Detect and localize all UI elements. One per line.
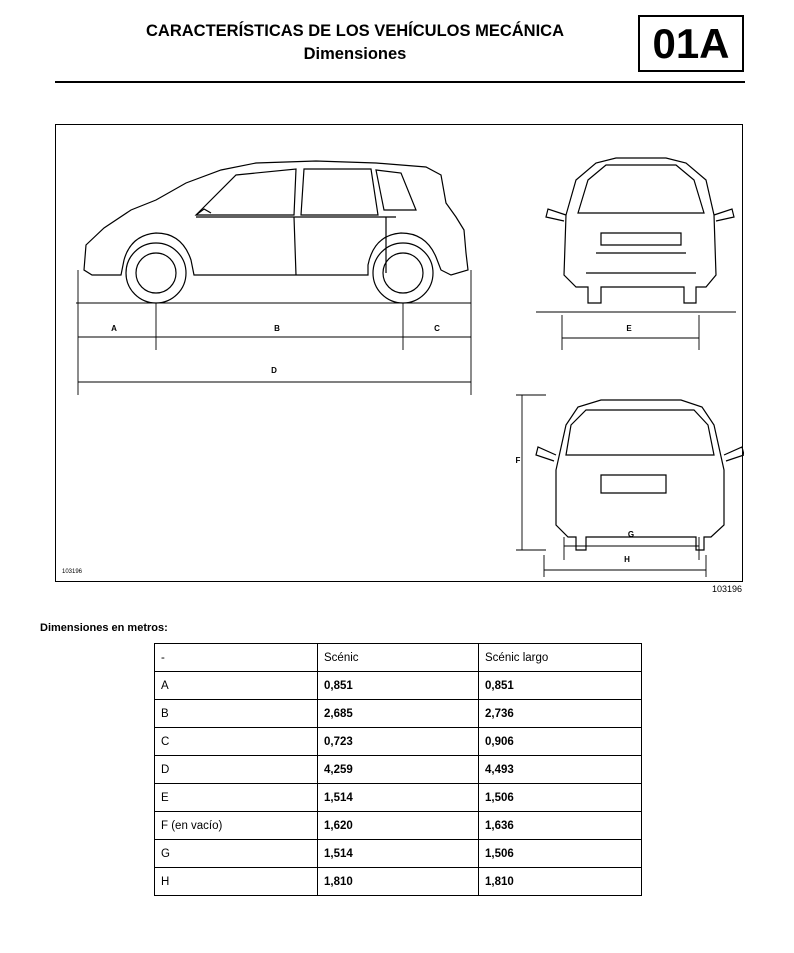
vehicle-drawing — [56, 125, 744, 583]
row-label: F (en vacío) — [155, 812, 318, 840]
row-label: D — [155, 756, 318, 784]
header-cell-scenic-largo: Scénic largo — [479, 644, 642, 672]
title-line-2: Dimensiones — [303, 45, 407, 63]
section-code-badge: 01A — [638, 15, 744, 72]
scenic-value: 0,851 — [318, 672, 479, 700]
figure-reference-inner: 103196 — [62, 569, 83, 575]
table-row — [155, 784, 642, 812]
table-row — [155, 728, 642, 756]
dim-label-D: D — [271, 366, 277, 375]
scenic-value: 1,514 — [318, 840, 479, 868]
table-row — [155, 840, 642, 868]
side-view-body — [84, 161, 468, 275]
scenic-value: 4,259 — [318, 756, 479, 784]
row-label: C — [155, 728, 318, 756]
dimensions-figure — [55, 124, 743, 582]
front-view-mirrors — [546, 209, 734, 221]
table-row — [155, 756, 642, 784]
table-row — [155, 868, 642, 896]
rear-view-window — [566, 410, 714, 455]
scenic-value: 1,810 — [318, 868, 479, 896]
scenic-largo-value: 0,851 — [479, 672, 642, 700]
dim-label-F: F — [515, 456, 521, 465]
front-view-grille — [586, 233, 696, 273]
scenic-largo-value: 0,906 — [479, 728, 642, 756]
rear-wheel-hub — [383, 253, 423, 293]
scenic-largo-value: 1,506 — [479, 784, 642, 812]
scenic-largo-value: 1,506 — [479, 840, 642, 868]
scenic-largo-value: 1,810 — [479, 868, 642, 896]
row-label: A — [155, 672, 318, 700]
row-label: G — [155, 840, 318, 868]
header-divider — [55, 81, 745, 83]
scenic-value: 2,685 — [318, 700, 479, 728]
row-label: E — [155, 784, 318, 812]
front-wheel-hub — [136, 253, 176, 293]
dimensions-table — [154, 643, 642, 896]
side-view-windows — [196, 169, 416, 215]
table-row — [155, 812, 642, 840]
dim-label-B: B — [274, 324, 280, 333]
scenic-value: 1,514 — [318, 784, 479, 812]
scenic-value: 1,620 — [318, 812, 479, 840]
dim-label-G: G — [627, 530, 635, 539]
title-line-1: CARACTERÍSTICAS DE LOS VEHÍCULOS MECÁNICA — [145, 22, 565, 40]
scenic-largo-value: 2,736 — [479, 700, 642, 728]
scenic-largo-value: 4,493 — [479, 756, 642, 784]
scenic-value: 0,723 — [318, 728, 479, 756]
dim-label-H: H — [624, 555, 630, 564]
row-label: B — [155, 700, 318, 728]
header-cell-dimension: - — [155, 644, 318, 672]
header-cell-scenic: Scénic — [318, 644, 479, 672]
front-view-windshield — [578, 165, 704, 213]
figure-reference-outer: 103196 — [711, 584, 742, 594]
rear-wheel — [373, 243, 433, 303]
dim-label-A: A — [111, 324, 117, 333]
page-title — [60, 20, 650, 66]
scenic-largo-value: 1,636 — [479, 812, 642, 840]
units-caption: Dimensiones en metros: — [40, 622, 168, 634]
table-row — [155, 700, 642, 728]
side-view-doorline — [196, 217, 396, 275]
front-wheel — [126, 243, 186, 303]
row-label: H — [155, 868, 318, 896]
dim-label-E: E — [626, 324, 632, 333]
table-row — [155, 672, 642, 700]
dim-label-C: C — [434, 324, 440, 333]
table-header-row — [155, 644, 642, 672]
rear-view-plate — [601, 475, 666, 493]
